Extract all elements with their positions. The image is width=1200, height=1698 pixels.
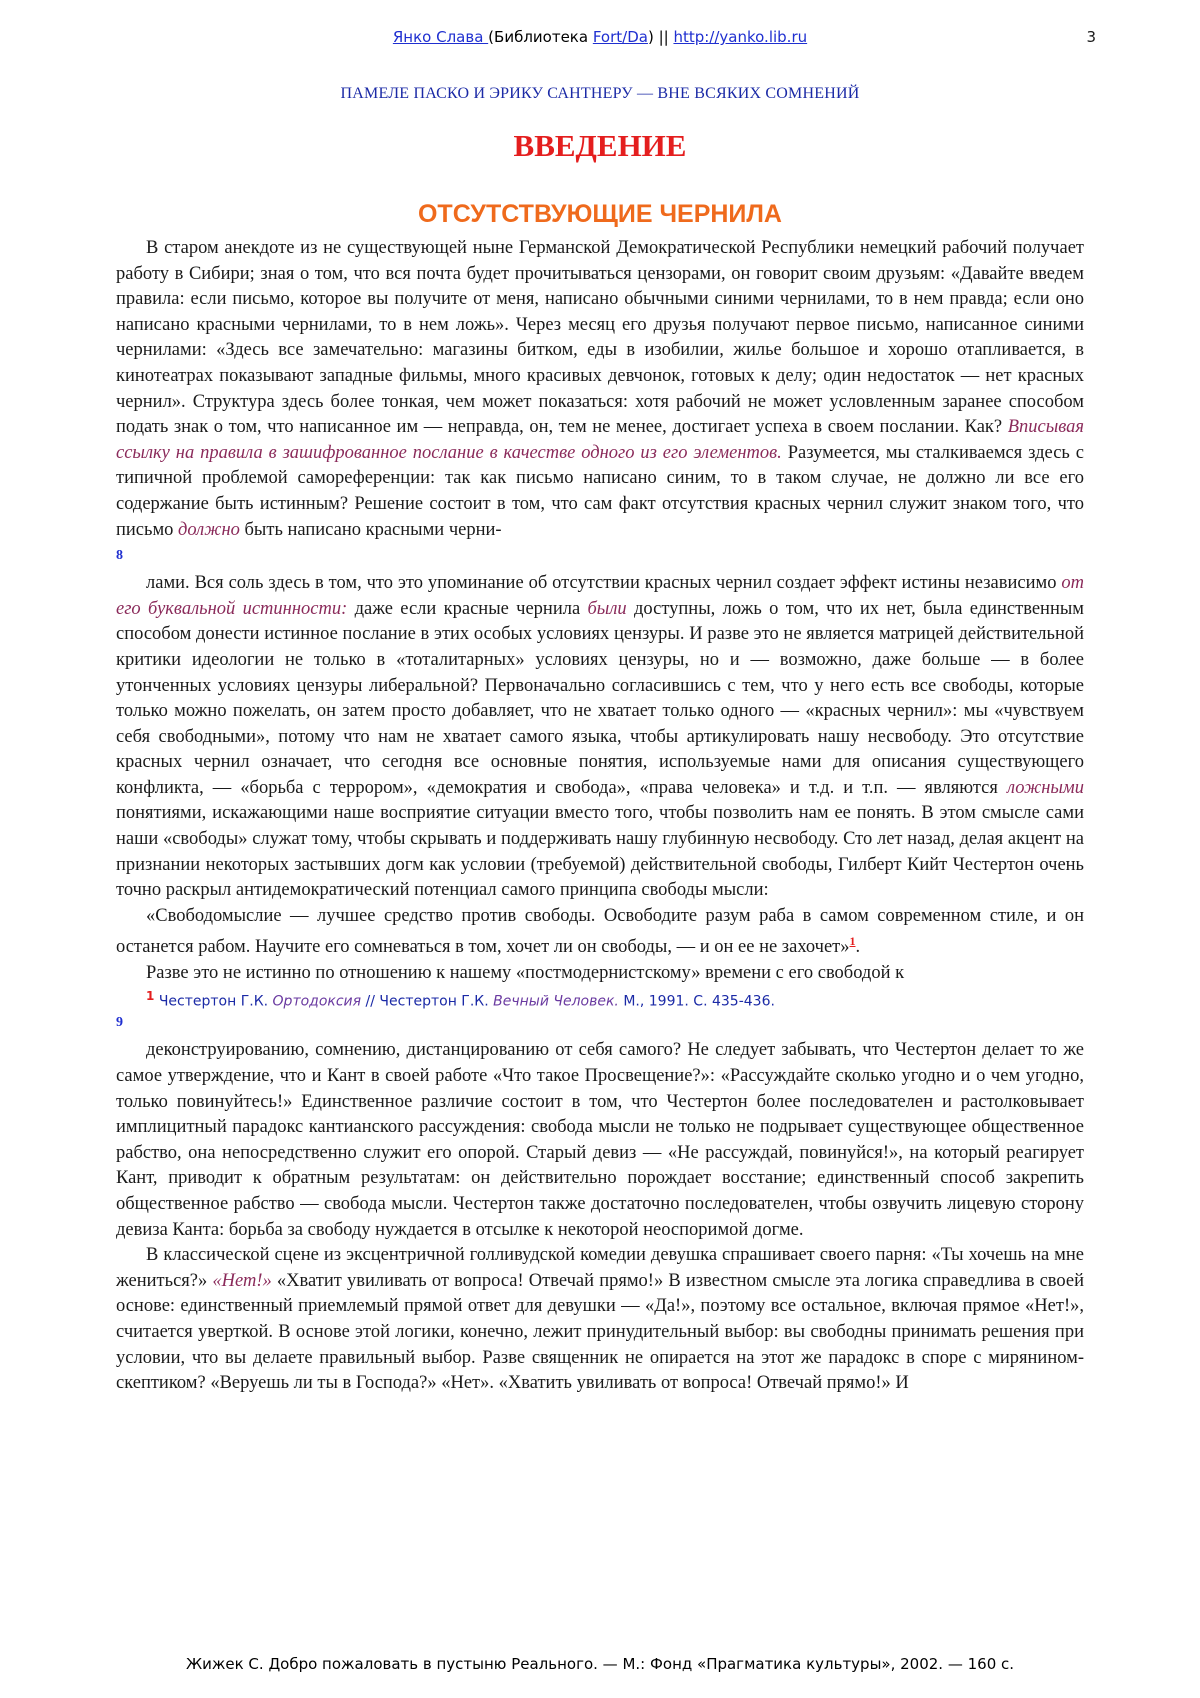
text-run: доступны, ложь о том, что их нет, была единственным способом донести истинное послание в этих особых условиях цензуры. И разве это не является матрицей действительной критики идеологии не только в «тоталитарных» условиях цензуры, но и — возможно, даже больше — в более утонченных условиях цензуры либеральной? Первоначально согласившись с тем, что у него есть все свободы, которые только можно пожелать, он затем просто добавляет, что не хватает только одного — «красных чернил»: мы «чувствуем себя свободными», потому что нам не хватает самого языка, чтобы артикулировать нашу несвободу. Это отсутствие красных чернил означает, что сегодня все основные понятия, используемые нами для описания существующего конфликта, — «борьба с террором», «демократия и свобода», «права человека» и т.д. и т.п. — являются [116,598,1084,798]
text-run: Честертон Г.К. [158,993,273,1010]
text-run: даже если красные чернила [347,598,588,619]
text-run: лами. Вся соль здесь в том, что это упоминание об отсутствии красных чернил создает эффект истины независимо [146,573,1062,594]
library-link[interactable]: Fort/Da [592,28,648,46]
library-suffix: ) || [647,28,674,46]
footnote-reference[interactable]: 1 [849,934,856,949]
text-run: быть написано красными черни- [239,519,502,540]
emphasis: Вписывая ссылку на правила в зашифрованное послание в качестве одного из его элементов. [116,417,1084,463]
quote-paragraph [116,904,1084,961]
document-body [116,236,1084,1397]
dedication: ПАМЕЛЕ ПАСКО И ЭРИКУ САНТНЕРУ — ВНЕ ВСЯКИХ СОМНЕНИЙ [340,85,860,102]
paragraph-2 [116,571,1084,904]
chapter-title: ВВЕДЕНИЕ [513,128,687,163]
emphasis: от его буквальной истинности: [116,573,1084,619]
text-run: Разумеется, мы сталкиваемся здесь с типичной проблемой самореференции: так как письмо написано синим, то в таком случае, не должно ли все его содержание быть истинным? Решение состоит в том, что сам факт отсутствия красных чернил служит знаком того, что письмо [116,442,1084,540]
paragraph-3-start: Разве это не истинно по отношению к нашему «постмодернистскому» времени с его свободой к [146,963,905,984]
footnote-title: Вечный Человек. [493,993,619,1010]
library-prefix: (Библиотека [488,28,593,46]
text-run: // Честертон Г.К. [361,993,494,1010]
emphasis: должно [178,519,240,540]
emphasis: ложными [1006,777,1084,798]
source-page-marker: 8 [116,548,123,564]
section-subtitle: ОТСУТСТВУЮЩИЕ ЧЕРНИЛА [417,200,782,228]
page-footer: Жижек С. Добро пожаловать в пустыню Реального. — М.: Фонд «Прагматика культуры», 2002. — 160 с. [185,1655,1015,1673]
text-run: «Хватит увиливать от вопроса! Отвечай прямо!» В известном смысле эта логика справедлива в своей основе: единственный приемлемый прямой ответ для девушки — «Да!», поэтому все остальное, включая прямое «Нет!», считается уверткой. В основе этой логики, конечно, лежит принудительный выбор: вы свободны принимать решения при условии, что вы делаете правильный выбор. Разве священник не опирается на этот же парадокс в споре с мирянином-скептиком? «Веруешь ли ты в Господа?» «Нет». «Хватить увиливать от вопроса! Отвечай прямо!» И [116,1270,1084,1394]
page-header [0,28,1200,46]
source-page-marker: 9 [116,1015,123,1031]
footnote-number: 1 [146,988,155,1003]
text-run: М., 1991. С. 435-436. [618,993,775,1010]
footnote [146,987,1084,1011]
text-run: понятиями, искажающими наше восприятие ситуации вместо того, чтобы позволить нам ее понять. В этом смысле сами наши «свободы» служат тому, чтобы скрывать и поддерживать нашу глубинную несвободу. Сто лет назад, делая акцент на признании некоторых застывших догм как условии (требуемой) действительной свободы, Гилберт Кийт Честертон очень точно раскрыл антидемократический потенциал самого принципа свободы мысли: [116,803,1084,901]
text-run: . [855,937,861,958]
text-run: В старом анекдоте из не существующей ныне Германской Демократической Республики немецкий рабочий получает работу в Сибири; зная о том, что вся почта будет прочитываться цензорами, он говорит своим друзьям: «Давайте введем правила: если письмо, которое вы получите от меня, написано обычными синими чернилами, то в нем правда; если оно написано красными чернилами, то в нем ложь». Через месяц его друзья получают первое письмо, написанное синими чернилами: «Здесь все замечательно: магазины битком, еды в изобилии, жилье большое и хорошо отапливается, в кинотеатрах показывают западные фильмы, много красивых девчонок, готовых к делу; один недостаток — нет красных чернил». Структура здесь более тонкая, чем может показаться: хотя рабочий не может условленным заранее способом подать знак о том, что написанное им — неправда, он, тем не менее, достигает успеха в своем послании. Как? [116,238,1084,438]
author-link[interactable]: Янко Слава [392,28,489,46]
paragraph-1 [116,236,1084,543]
paragraph-4 [116,1243,1084,1397]
emphasis: «Нет!» [212,1270,272,1291]
page-number: 3 [1086,28,1096,46]
site-link[interactable]: http://yanko.lib.ru [673,28,808,46]
text-run: В классической сцене из эксцентричной голливудской комедии девушка спрашивает своего парня: «Ты хочешь на мне жениться?» [116,1245,1084,1291]
emphasis: были [587,598,627,619]
footnote-title: Ортодоксия [272,993,362,1010]
paragraph-3-cont: деконструированию, сомнению, дистанцированию от себя самого? Не следует забывать, что Честертон делает то же самое утверждение, что и Кант в своей работе «Что такое Просвещение?»: «Рассуждайте сколько угодно и о чем угодно, только повинуйтесь!» Единственное различие состоит в том, что Честертон более последователен и растолковывает имплицитный парадокс кантианского рассуждения: свобода мысли не только не подрывает существующее общественное рабство, она непосредственно служит его опорой. Старый девиз — «Не рассуждай, повинуйся!», на который реагирует Кант, приводит к обратным результатам: он действительно порождает восстание; единственный способ закрепить общественное рабство — свобода мысли. Честертон также достаточно последователен, чтобы озвучить лицевую сторону девиза Канта: борьба за свободу нуждается в отсылке к некоторой неоспоримой догме. [116,1040,1084,1240]
quote-text: «Свободомыслие — лучшее средство против свободы. Освободите разум раба в самом современном стиле, и он останется рабом. Научите его сомневаться в том, хочет ли он свободы, — и он ее не захочет» [116,905,1084,958]
